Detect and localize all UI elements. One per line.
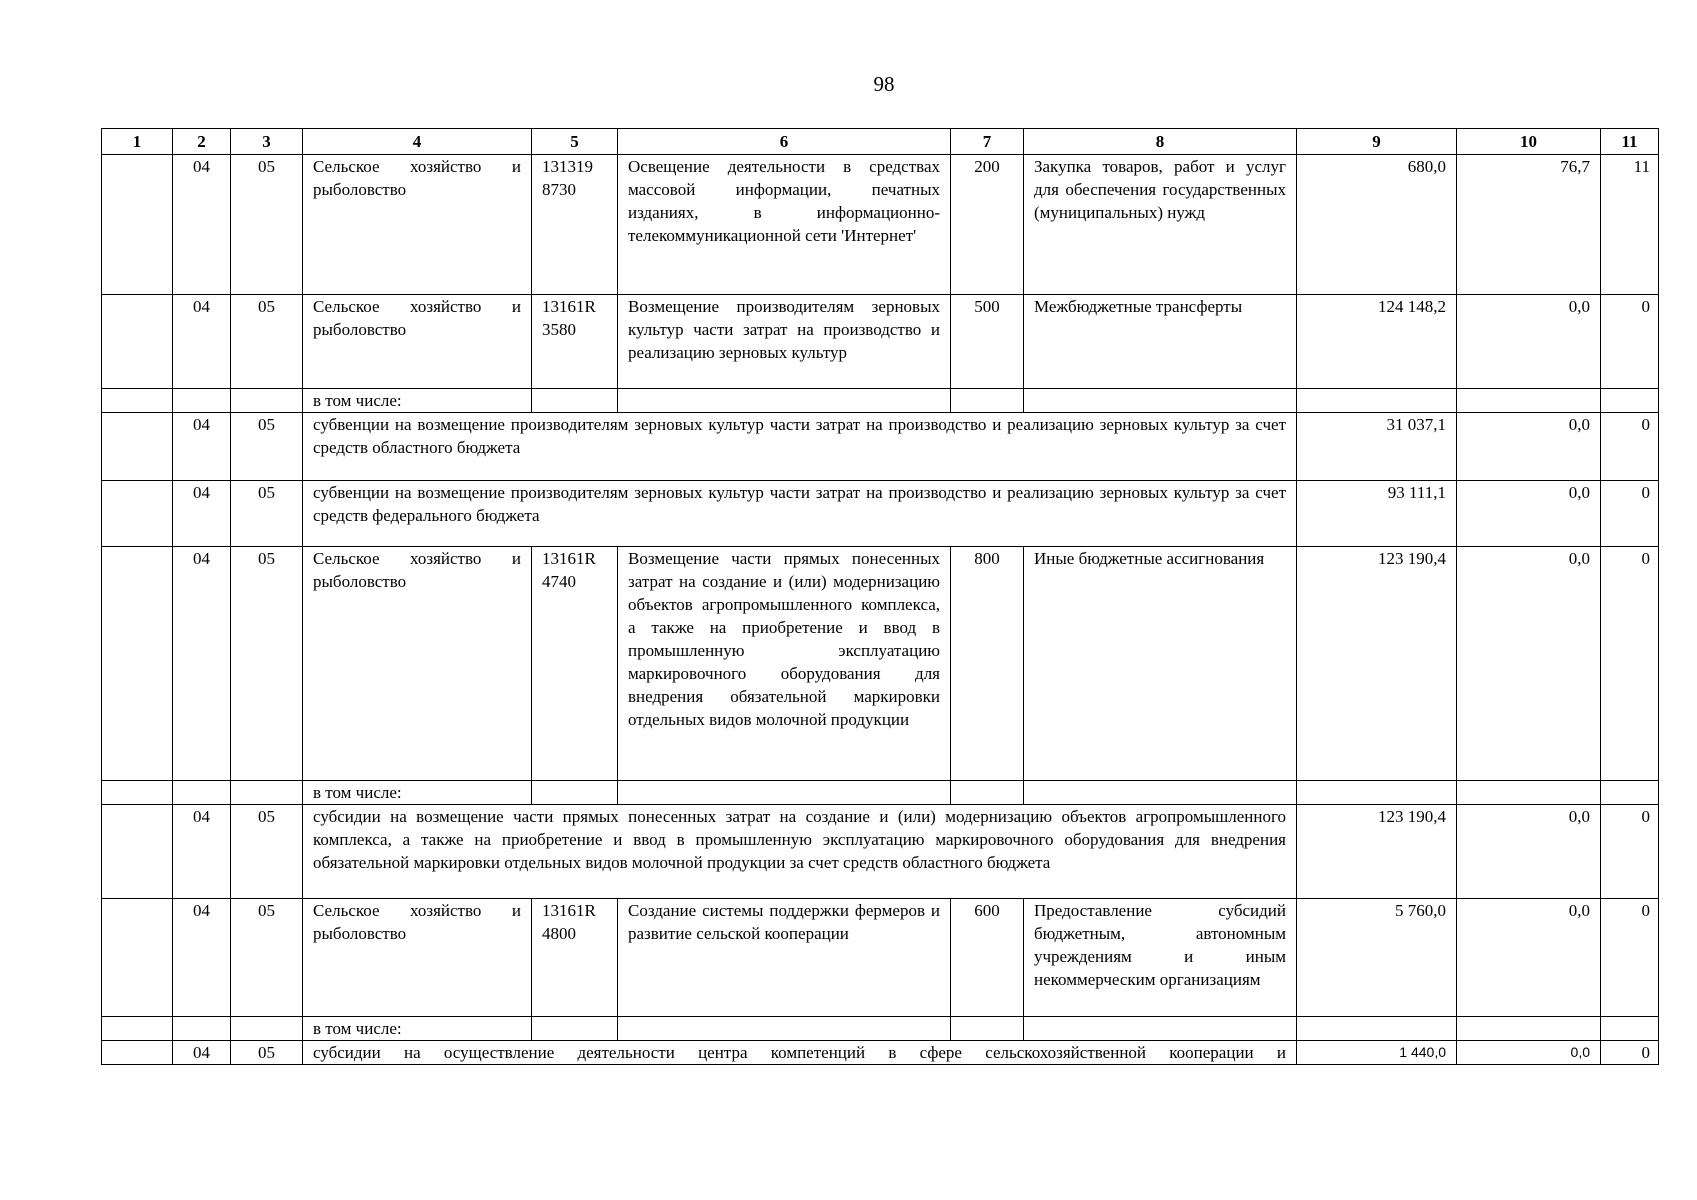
col-header-8: 8: [1024, 129, 1297, 155]
cell-item-name: Создание системы поддержки фермеров и развитие сельской кооперации: [618, 899, 951, 1017]
including-row: [102, 389, 1659, 413]
code-line: 3580: [542, 320, 576, 339]
table-row: [102, 481, 1659, 547]
cell-col1: [102, 1041, 173, 1065]
cell-item-name: Возмещение производителям зерновых культур части затрат на производство и реализацию зерновых культур: [618, 295, 951, 389]
col-header-11: 11: [1601, 129, 1659, 155]
cell-sector-name: Сельское хозяйство и рыболовство: [303, 295, 532, 389]
cell-expense-code: 600: [951, 899, 1024, 1017]
including-label: в том числе:: [303, 1017, 532, 1041]
col-header-5: 5: [532, 129, 618, 155]
budget-table: [101, 128, 1659, 1065]
cell-section: 04: [173, 295, 231, 389]
cell-sub-description: субвенции на возмещение производителям зерновых культур части затрат на производство и реализацию зерновых культур за счет средств федерального бюджета: [303, 481, 1297, 547]
cell-executed: 0,0: [1457, 805, 1601, 899]
cell-col1: [102, 547, 173, 781]
cell-section: 04: [173, 481, 231, 547]
cell-col1: [102, 805, 173, 899]
cell-subsection: 05: [231, 1041, 303, 1065]
cell-subsection: 05: [231, 899, 303, 1017]
page-number: 98: [873, 72, 895, 96]
cell-section: 04: [173, 899, 231, 1017]
cell-sub-description: субвенции на возмещение производителям зерновых культур части затрат на производство и реализацию зерновых культур за счет средств областного бюджета: [303, 413, 1297, 481]
header-row: [102, 129, 1659, 155]
cell-col1: [102, 155, 173, 295]
cell-subsection: 05: [231, 413, 303, 481]
cell-item-name: Освещение деятельности в средствах массовой информации, печатных изданиях, в информационно-телекоммуникационной сети 'Интернет': [618, 155, 951, 295]
cell-sector-name: Сельское хозяйство и рыболовство: [303, 155, 532, 295]
cell-section: 04: [173, 547, 231, 781]
cell-amount: 1 440,0: [1297, 1041, 1457, 1065]
cell-section: 04: [173, 155, 231, 295]
cell-expense-type: Предоставление субсидий бюджетным, автономным учреждениям и иным некоммерческим организациям: [1024, 899, 1297, 1017]
cell-section: 04: [173, 805, 231, 899]
col-header-7: 7: [951, 129, 1024, 155]
including-label: в том числе:: [303, 781, 532, 805]
cell-target-code: [532, 547, 618, 781]
cell-subsection: 05: [231, 805, 303, 899]
col-header-4: 4: [303, 129, 532, 155]
sub-description-text: субсидии на осуществление деятельности центра компетенций в сфере сельскохозяйственной кооперации и: [313, 1043, 1286, 1062]
cell-target-code: [532, 155, 618, 295]
cell-sector-name: Сельское хозяйство и рыболовство: [303, 547, 532, 781]
cell-target-code: [532, 295, 618, 389]
code-line: 13161R: [542, 549, 596, 568]
cell-subsection: 05: [231, 547, 303, 781]
cell-amount: 680,0: [1297, 155, 1457, 295]
table-row: [102, 899, 1659, 1017]
cell-col1: [102, 899, 173, 1017]
cell-expense-code: 200: [951, 155, 1024, 295]
cell-executed: 0,0: [1457, 547, 1601, 781]
cell-executed: 0,0: [1457, 1041, 1601, 1065]
cell-amount: 31 037,1: [1297, 413, 1457, 481]
cell-sector-name: Сельское хозяйство и рыболовство: [303, 899, 532, 1017]
cell-col1: [102, 481, 173, 547]
col-header-6: 6: [618, 129, 951, 155]
cell-amount: 123 190,4: [1297, 805, 1457, 899]
table-row: [102, 413, 1659, 481]
table-row: [102, 155, 1659, 295]
cell-sub-description: [303, 1041, 1297, 1065]
including-row: [102, 781, 1659, 805]
cell-amount: 123 190,4: [1297, 547, 1457, 781]
col-header-10: 10: [1457, 129, 1601, 155]
code-line: 4740: [542, 572, 576, 591]
cell-executed: 0,0: [1457, 295, 1601, 389]
code-line: 131319: [542, 157, 593, 176]
cell-subsection: 05: [231, 155, 303, 295]
cell-target-code: [532, 899, 618, 1017]
table-row: [102, 547, 1659, 781]
cell-percent: 0: [1601, 547, 1659, 781]
cell-section: 04: [173, 1041, 231, 1065]
cell-executed: 76,7: [1457, 155, 1601, 295]
cell-col1: [102, 295, 173, 389]
code-line: 4800: [542, 924, 576, 943]
cell-percent: 0: [1601, 1041, 1659, 1065]
cell-percent: 11: [1601, 155, 1659, 295]
cell-amount: 93 111,1: [1297, 481, 1457, 547]
cell-expense-type: Межбюджетные трансферты: [1024, 295, 1297, 389]
code-line: 8730: [542, 180, 576, 199]
cell-subsection: 05: [231, 295, 303, 389]
cell-expense-code: 800: [951, 547, 1024, 781]
cell-expense-type: Закупка товаров, работ и услуг для обеспечения государственных (муниципальных) нужд: [1024, 155, 1297, 295]
cell-executed: 0,0: [1457, 413, 1601, 481]
cell-expense-type: Иные бюджетные ассигнования: [1024, 547, 1297, 781]
col-header-1: 1: [102, 129, 173, 155]
col-header-9: 9: [1297, 129, 1457, 155]
including-row: [102, 1017, 1659, 1041]
col-header-3: 3: [231, 129, 303, 155]
cell-executed: 0,0: [1457, 481, 1601, 547]
cell-percent: 0: [1601, 899, 1659, 1017]
cell-col1: [102, 413, 173, 481]
cell-expense-code: 500: [951, 295, 1024, 389]
code-line: 13161R: [542, 297, 596, 316]
cell-amount: 5 760,0: [1297, 899, 1457, 1017]
cell-percent: 0: [1601, 295, 1659, 389]
table-row: [102, 1041, 1659, 1065]
cell-percent: 0: [1601, 805, 1659, 899]
col-header-2: 2: [173, 129, 231, 155]
cell-amount: 124 148,2: [1297, 295, 1457, 389]
cell-item-name: Возмещение части прямых понесенных затрат на создание и (или) модернизацию объектов агропромышленного комплекса, а также на приобретение и ввод в промышленную эксплуатацию маркировочного оборудования для внедрения обязательной маркировки отдельных видов молочной продукции: [618, 547, 951, 781]
table-row: [102, 295, 1659, 389]
including-label: в том числе:: [303, 389, 532, 413]
table-row: [102, 805, 1659, 899]
code-line: 13161R: [542, 901, 596, 920]
cell-percent: 0: [1601, 481, 1659, 547]
cell-section: 04: [173, 413, 231, 481]
cell-subsection: 05: [231, 481, 303, 547]
cell-percent: 0: [1601, 413, 1659, 481]
cell-executed: 0,0: [1457, 899, 1601, 1017]
cell-sub-description: субсидии на возмещение части прямых понесенных затрат на создание и (или) модернизацию объектов агропромышленного комплекса, а также на приобретение и ввод в промышленную эксплуатацию маркировочного оборудования для внедрения обязательной маркировки отдельных видов молочной продукции за счет средств областного бюджета: [303, 805, 1297, 899]
